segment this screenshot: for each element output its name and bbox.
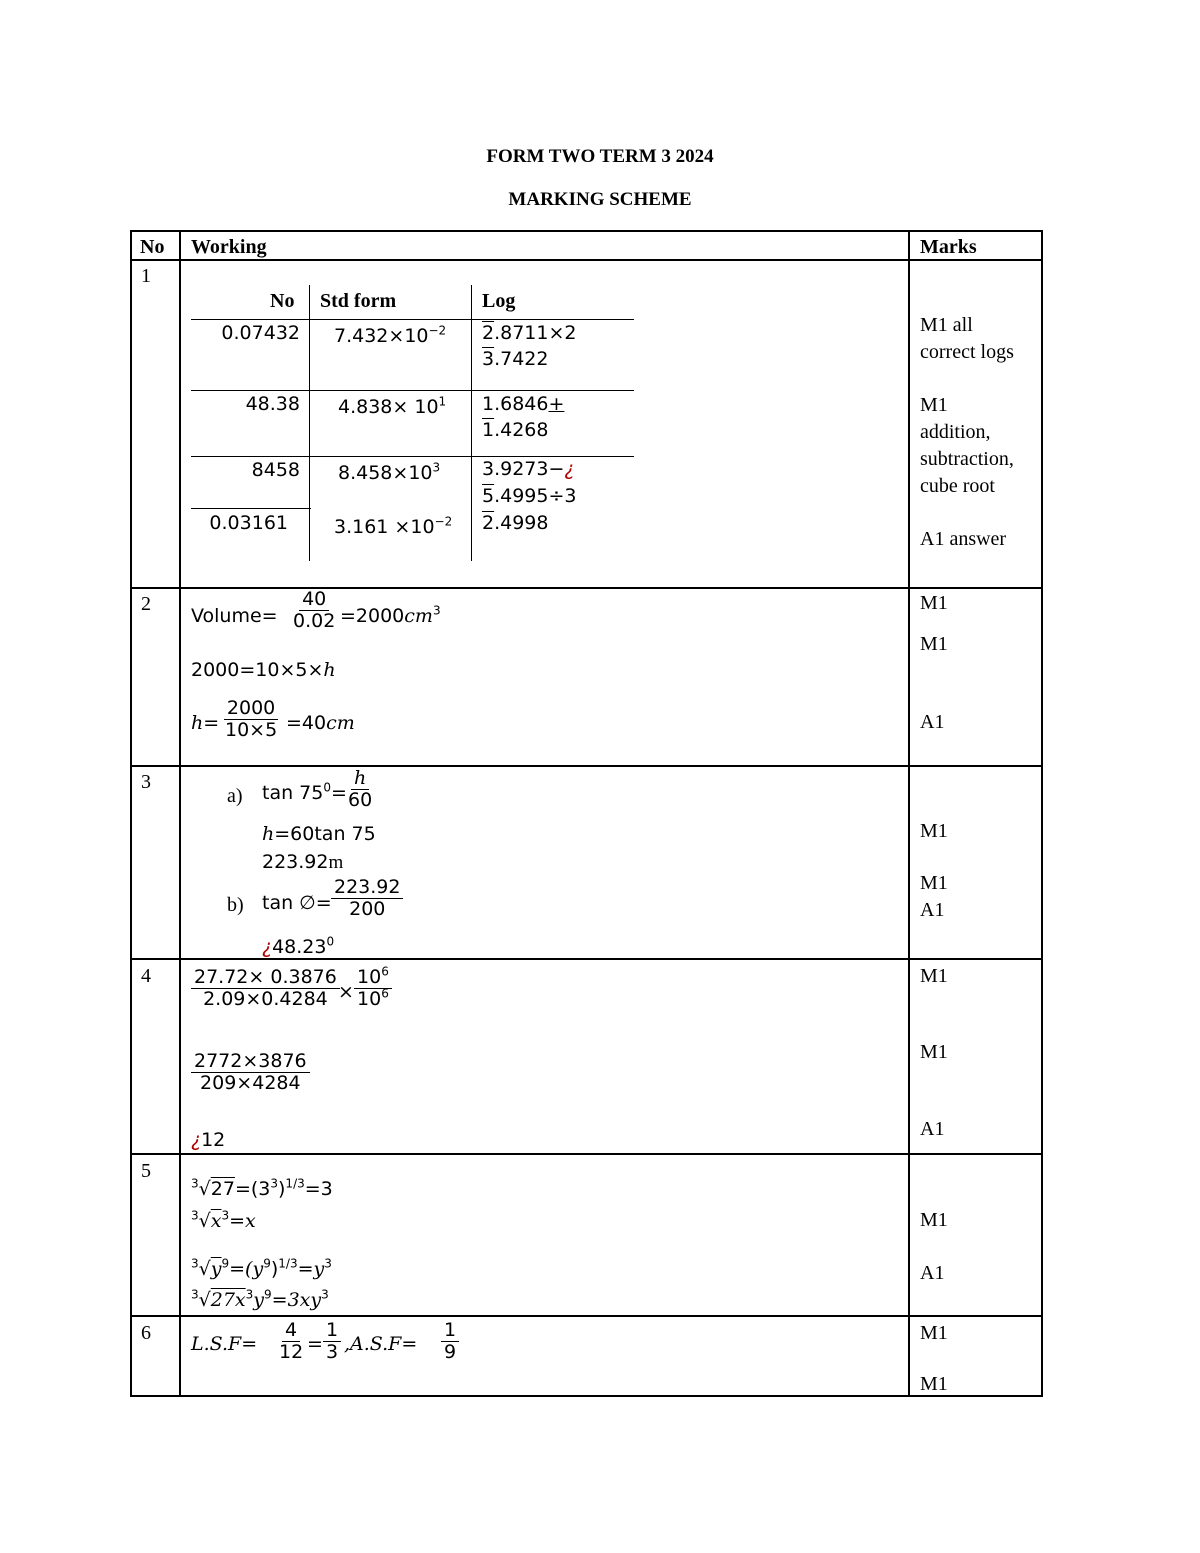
header-marks: Marks xyxy=(920,236,977,258)
log-value: 3.7422 xyxy=(482,348,549,370)
header-no: No xyxy=(140,236,165,258)
equation: ,A.S.F= xyxy=(344,1333,418,1355)
mark: M1 xyxy=(920,1041,948,1063)
log-header-std: Std form xyxy=(320,290,397,312)
mark: M1 xyxy=(920,1209,948,1231)
log-value: 3.9273−¿ xyxy=(482,458,575,480)
part-label: b) xyxy=(227,894,244,916)
header-working: Working xyxy=(191,236,267,258)
log-header-log: Log xyxy=(482,290,516,312)
mark: M1 xyxy=(920,820,948,842)
question-number: 1 xyxy=(141,265,151,287)
equation: h= xyxy=(191,712,220,734)
mark: A1 xyxy=(920,899,945,921)
mark: M1 xyxy=(920,965,948,987)
fraction: $\frac{2772\times 3876}{209\times 4284}$ xyxy=(191,1051,310,1094)
log-num: 8458 xyxy=(251,459,300,481)
fraction: $\frac{27.72\times 0.3876}{2.09\times 0.4284}$ xyxy=(191,967,340,1010)
fraction: $\frac{10^6}{10^6}$ xyxy=(354,967,392,1010)
mark: M1 xyxy=(920,592,948,614)
question-number: 2 xyxy=(141,593,151,615)
answer: ¿12 xyxy=(191,1129,226,1151)
fraction: $\frac{2000}{10\times 5}$ xyxy=(225,697,278,741)
mark: M1 xyxy=(920,872,948,894)
equation: =40cm xyxy=(286,712,355,734)
mark: A1 xyxy=(920,711,945,733)
question-number: 4 xyxy=(141,965,151,987)
part-label: a) xyxy=(227,785,243,807)
question-number: 3 xyxy=(141,771,151,793)
equation: 223.92m xyxy=(262,851,344,873)
log-std: $7.432\times 10^{-2}$ xyxy=(334,323,447,347)
log-std: $8.458\times 10^3$ xyxy=(338,460,441,484)
mark: A1 xyxy=(920,1262,945,1284)
fraction: $\frac{40}{0.02}$ xyxy=(293,588,336,632)
mark: M1 xyxy=(920,633,948,655)
log-value: 1.4268 xyxy=(482,419,549,441)
equation: 2000=10×5×h xyxy=(191,659,336,681)
equation: L.S.F= xyxy=(191,1333,258,1355)
question-number: 5 xyxy=(141,1160,151,1182)
log-value: 1.6846+ xyxy=(482,393,565,415)
fraction: $\frac{1}{3}$ xyxy=(323,1320,341,1363)
log-value: 2.4998 xyxy=(482,512,549,534)
equation: tan ∅= xyxy=(262,892,332,914)
equation: = xyxy=(307,1333,323,1355)
mark: M1 xyxy=(920,1373,948,1395)
page-subtitle: MARKING SCHEME xyxy=(508,189,692,210)
fraction: $\frac{h}{60}$ xyxy=(348,767,373,811)
page-title: FORM TWO TERM 3 2024 xyxy=(486,146,714,167)
marks-q1: M1 all correct logs M1 addition, subtraction, cube root A1 answer xyxy=(920,314,1014,550)
log-std: $3.161 \times 10^{-2}$ xyxy=(334,514,453,538)
equation: h=60tan 75 xyxy=(262,823,376,845)
equation: $^3√27=(3^3)^{1/3}=3$ xyxy=(191,1176,333,1200)
equation: $^3√x^3=x$ xyxy=(191,1208,256,1232)
log-num: 48.38 xyxy=(245,393,300,415)
equation: $\tan 75^0=$ xyxy=(262,780,347,804)
fraction: $\frac{1}{9}$ xyxy=(441,1320,459,1363)
equation: $^3√y^9=(y^9)^{1/3}=y^3$ xyxy=(191,1256,332,1280)
log-header-no: No xyxy=(270,290,295,312)
log-value: 5.4995÷3 xyxy=(482,485,577,507)
equation: $=2000cm^3$ xyxy=(340,603,441,627)
mark: A1 xyxy=(920,1118,945,1140)
equation: Volume= xyxy=(191,605,278,627)
fraction: $\frac{4}{12}$ xyxy=(279,1319,304,1363)
log-num: 0.07432 xyxy=(221,322,300,344)
log-std: $4.838\times 10^1$ xyxy=(338,394,447,418)
log-value: 2.8711×2 xyxy=(482,322,577,344)
times-sign: × xyxy=(338,981,354,1003)
equation: $^3√27x^3y^9=3xy^3$ xyxy=(191,1287,329,1311)
mark: M1 xyxy=(920,1322,948,1344)
fraction: $\frac{223.92}{200}$ xyxy=(331,877,403,920)
question-number: 6 xyxy=(141,1322,151,1344)
log-num: 0.03161 xyxy=(209,512,288,534)
equation: ¿48.23$^0$ xyxy=(262,934,335,958)
